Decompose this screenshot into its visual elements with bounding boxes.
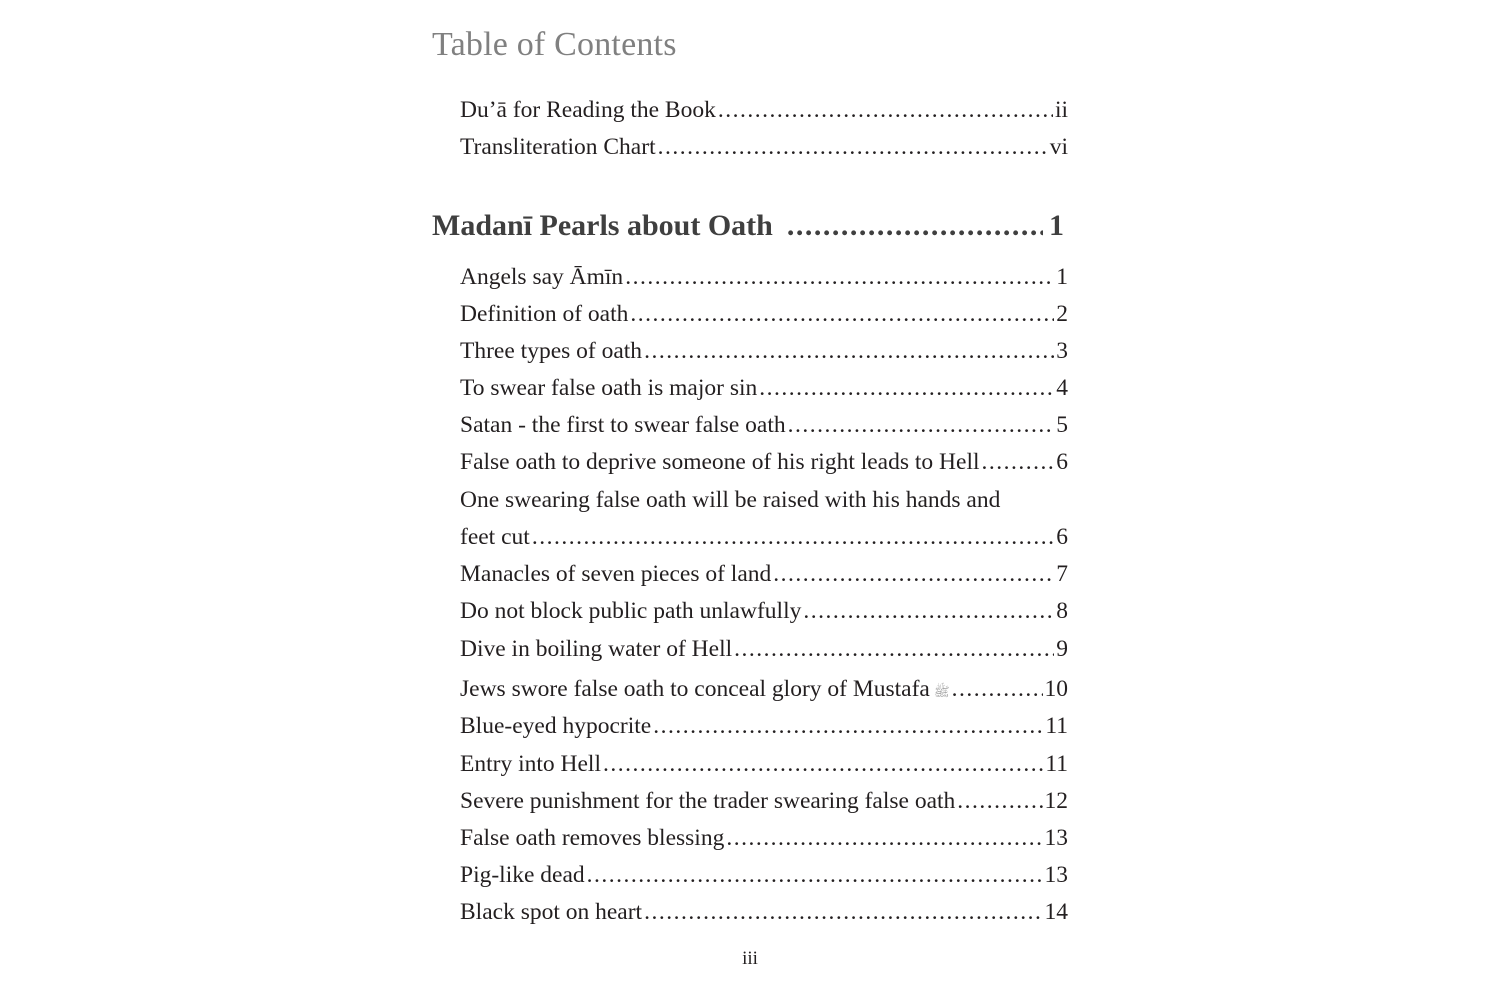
dot-leader	[532, 519, 1054, 555]
page-number-footer: iii	[742, 948, 758, 969]
toc-entry-page: 10	[1044, 676, 1068, 702]
toc-entry[interactable]	[460, 820, 1068, 856]
dot-leader	[587, 857, 1043, 893]
dot-leader	[788, 407, 1055, 443]
dot-leader	[630, 296, 1054, 332]
toc-entry[interactable]	[460, 259, 1068, 295]
toc-entry-page: 13	[1044, 862, 1068, 888]
dot-leader	[644, 894, 1042, 930]
dot-leader	[734, 631, 1054, 667]
toc-entry-label: Du’ā for Reading the Book	[460, 97, 716, 123]
toc-entry[interactable]	[460, 783, 1068, 819]
toc-entry-page: 14	[1044, 899, 1068, 925]
salutation-glyph: ﷺ	[933, 685, 950, 700]
dot-leader	[644, 333, 1054, 369]
toc-entry-label: Dive in boiling water of Hell	[460, 636, 733, 662]
dot-leader	[625, 259, 1054, 295]
dot-leader	[603, 746, 1043, 782]
dot-leader	[952, 671, 1043, 707]
toc-entry-label: Pig-like dead	[460, 862, 585, 888]
toc-entry-label: Angels say Āmīn	[460, 264, 624, 290]
toc-entry-page: 8	[1056, 598, 1068, 624]
toc-entry-label: One swearing false oath will be raised with his hands and	[460, 487, 1001, 513]
toc-entry-label: False oath to deprive someone of his right leads to Hell	[460, 449, 980, 475]
toc-entry-transliteration-chart[interactable]	[460, 129, 1068, 165]
toc-entry-label: Do not block public path unlawfully	[460, 598, 802, 624]
toc-entry-page: 4	[1056, 375, 1068, 401]
toc-entry-label: False oath removes blessing	[460, 825, 725, 851]
toc-entry[interactable]	[460, 407, 1068, 443]
toc-entry[interactable]	[460, 556, 1068, 592]
toc-entry-page: 12	[1044, 788, 1068, 814]
toc-entry-page: 5	[1056, 412, 1068, 438]
toc-entry[interactable]	[460, 370, 1068, 406]
dot-leader	[726, 820, 1042, 856]
toc-entry-label: Blue-eyed hypocrite	[460, 713, 652, 739]
toc-entry-label: To swear false oath is major sin	[460, 375, 758, 401]
toc-entry[interactable]	[460, 708, 1068, 744]
toc-entry[interactable]	[460, 444, 1068, 480]
dot-leader	[653, 708, 1043, 744]
toc-entry-wrapped-line[interactable]	[460, 482, 1068, 518]
toc-title: Table of Contents	[432, 26, 677, 63]
dot-leader	[773, 556, 1054, 592]
section-heading-label: Madanī Pearls about Oath	[432, 209, 773, 242]
toc-entry[interactable]	[460, 671, 1068, 707]
dot-leader	[759, 370, 1054, 406]
dot-leader	[658, 129, 1048, 165]
toc-entry-label: Three types of oath	[460, 338, 643, 364]
toc-entry[interactable]	[460, 746, 1068, 782]
toc-entry[interactable]	[460, 593, 1068, 629]
toc-entry-page: 6	[1056, 449, 1068, 475]
toc-entry-label: Satan - the first to swear false oath	[460, 412, 786, 438]
toc-entry-page: 7	[1056, 561, 1068, 587]
toc-entry-page: vi	[1049, 134, 1068, 160]
toc-entry-label: feet cut	[460, 524, 530, 550]
toc-entry-label: Severe punishment for the trader swearing false oath	[460, 788, 956, 814]
dot-leader	[982, 444, 1055, 480]
dot-leader	[718, 92, 1053, 128]
toc-entry-page: 11	[1045, 751, 1068, 777]
dot-leader	[787, 204, 1043, 248]
toc-entry-label: Entry into Hell	[460, 751, 601, 777]
toc-entry-label: Black spot on heart	[460, 899, 643, 925]
toc-entry-page: 2	[1056, 301, 1068, 327]
section-heading-page: 1	[1049, 209, 1064, 242]
toc-entry[interactable]	[460, 519, 1068, 555]
dot-leader	[957, 783, 1042, 819]
toc-section-heading[interactable]	[432, 204, 1064, 248]
toc-entry[interactable]	[460, 894, 1068, 930]
toc-entry-page: 13	[1044, 825, 1068, 851]
toc-entry-page: 1	[1056, 264, 1068, 290]
toc-entry-page: 11	[1045, 713, 1068, 739]
toc-entry-dua[interactable]	[460, 92, 1068, 128]
toc-entry-label: Transliteration Chart	[460, 134, 656, 160]
toc-entry-label: Jews swore false oath to conceal glory of Mustafa	[460, 676, 930, 702]
toc-entry[interactable]	[460, 296, 1068, 332]
toc-entry-label: Manacles of seven pieces of land	[460, 561, 772, 587]
toc-entry-page: 3	[1056, 338, 1068, 364]
toc-entry-page: 9	[1056, 636, 1068, 662]
dot-leader	[803, 593, 1054, 629]
toc-entry[interactable]	[460, 631, 1068, 667]
toc-entry[interactable]	[460, 857, 1068, 893]
toc-entry-page: 6	[1056, 524, 1068, 550]
toc-entry-page: ii	[1054, 97, 1068, 123]
toc-entry-label: Definition of oath	[460, 301, 629, 327]
toc-entry[interactable]	[460, 333, 1068, 369]
